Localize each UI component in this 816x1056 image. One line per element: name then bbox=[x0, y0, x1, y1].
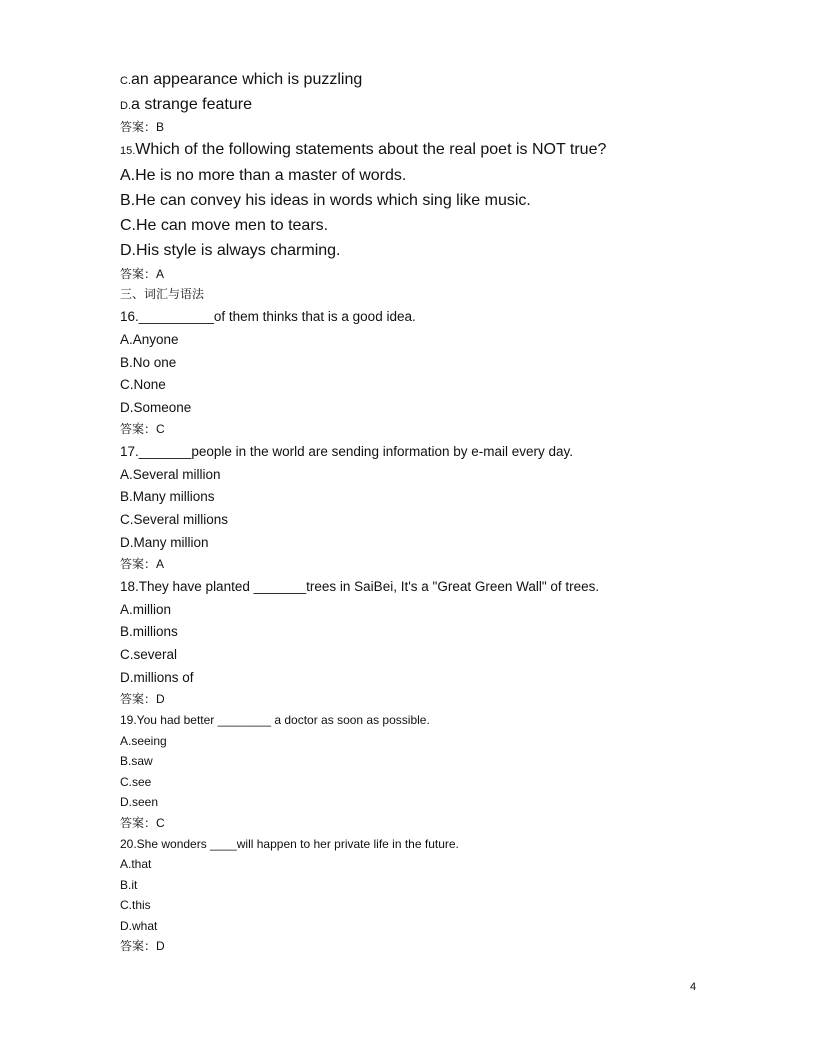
page-number: 4 bbox=[690, 981, 697, 993]
answer: 答案：C bbox=[120, 816, 165, 830]
option-b: B.it bbox=[120, 878, 138, 892]
option-c: C.He can move men to tears. bbox=[120, 217, 329, 234]
option-a: A.million bbox=[120, 602, 172, 617]
option-a: A.He is no more than a master of words. bbox=[120, 167, 407, 184]
question-20: 20.She wonders ____will happen to her private life in the future. bbox=[120, 837, 459, 851]
option-d: D.a strange feature bbox=[120, 96, 252, 113]
answer: 答案：A bbox=[120, 267, 165, 281]
section-heading: 三、词汇与语法 bbox=[120, 287, 205, 301]
option-a: A.seeing bbox=[120, 734, 167, 748]
option-a: A.Anyone bbox=[120, 332, 179, 347]
question-18: 18.They have planted _______trees in SaiBei, It's a "Great Green Wall" of trees. bbox=[120, 579, 600, 594]
question-15: 15.Which of the following statements about the real poet is NOT true? bbox=[120, 141, 607, 158]
option-b: B.No one bbox=[120, 355, 177, 370]
answer: 答案：D bbox=[120, 939, 165, 953]
answer: 答案：B bbox=[120, 120, 165, 134]
option-d: D.seen bbox=[120, 795, 159, 809]
option-b: B.Many millions bbox=[120, 489, 215, 504]
option-c: C.None bbox=[120, 377, 166, 392]
answer: 答案：A bbox=[120, 557, 165, 571]
option-c: C.Several millions bbox=[120, 512, 229, 527]
option-d: D.Someone bbox=[120, 400, 192, 415]
option-a: A.that bbox=[120, 857, 152, 871]
option-c: C.see bbox=[120, 775, 152, 789]
option-c: C.several bbox=[120, 647, 178, 662]
question-16: 16.__________of them thinks that is a good idea. bbox=[120, 309, 416, 324]
option-b: B.saw bbox=[120, 754, 153, 768]
option-c: C.an appearance which is puzzling bbox=[120, 71, 363, 88]
question-17: 17._______people in the world are sending information by e-mail every day. bbox=[120, 444, 574, 459]
option-d: D.His style is always charming. bbox=[120, 242, 341, 259]
option-c: C.this bbox=[120, 898, 151, 912]
option-a: A.Several million bbox=[120, 467, 221, 482]
question-19: 19.You had better ________ a doctor as soon as possible. bbox=[120, 713, 430, 727]
option-b: B.millions bbox=[120, 624, 178, 639]
answer: 答案：C bbox=[120, 422, 165, 436]
option-d: D.millions of bbox=[120, 670, 194, 685]
option-d: D.what bbox=[120, 919, 158, 933]
answer: 答案：D bbox=[120, 692, 165, 706]
option-b: B.He can convey his ideas in words which sing like music. bbox=[120, 192, 531, 209]
option-d: D.Many million bbox=[120, 535, 209, 550]
